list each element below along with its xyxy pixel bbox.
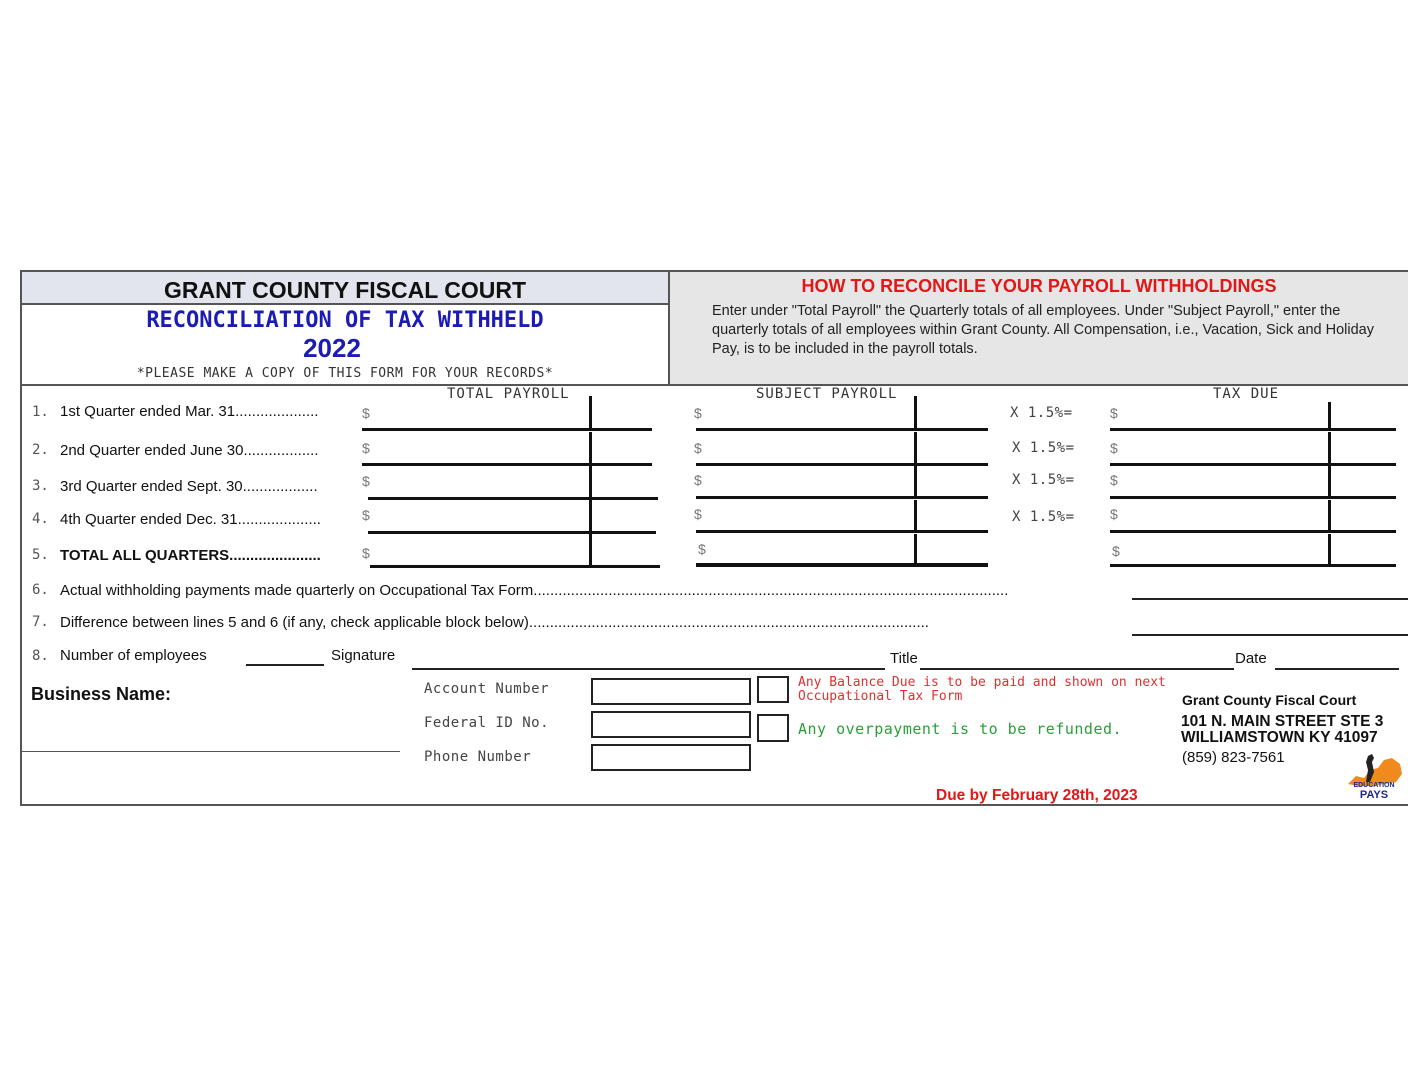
instructions-body: Enter under "Total Payroll" the Quarterly totals of all employees. Under "Subject Payroll," enter the quarterly totals of all employees within Grant County. All Compensation, i.e., Vacation, Sick and Holiday Pay, is to be included in the payroll totals. — [712, 303, 1374, 357]
line-2-label: 2nd Quarter ended June 30.................. — [60, 442, 319, 459]
line-4-subject-dollar: $ — [694, 506, 702, 522]
line-6-number: 6. — [32, 582, 49, 598]
line-5-subject-payroll-field[interactable] — [696, 563, 988, 567]
line-1-tax-cents-divider — [1328, 402, 1331, 430]
line-4-total-cents-divider — [589, 500, 592, 533]
due-date: Due by February 28th, 2023 — [936, 787, 1138, 804]
date-label: Date — [1235, 650, 1267, 667]
line-3-total-dollar: $ — [362, 473, 370, 489]
line-8-label: Number of employees — [60, 647, 207, 664]
line-7-field[interactable] — [1132, 634, 1408, 636]
phone-number-input[interactable] — [591, 744, 751, 771]
line-4-subject-payroll-field[interactable] — [696, 530, 988, 533]
instructions-title: HOW TO RECONCILE YOUR PAYROLL WITHHOLDINGS — [801, 276, 1277, 296]
line-4-total-dollar: $ — [362, 507, 370, 523]
line-3-subject-cents-divider — [914, 466, 917, 498]
line-1-subject-cents-divider — [914, 396, 917, 430]
line-5-label: TOTAL ALL QUARTERS...................... — [60, 547, 321, 564]
line-2-total-dollar: $ — [362, 440, 370, 456]
line-4-tax-due-field[interactable] — [1110, 530, 1396, 533]
line-3-tax-dollar: $ — [1110, 472, 1118, 488]
line-4-tax-dollar: $ — [1110, 506, 1118, 522]
line-5-subject-cents-divider — [914, 534, 917, 566]
account-number-input[interactable] — [591, 678, 751, 705]
line-5-subject-dollar: $ — [698, 541, 706, 557]
line-5-total-cents-divider — [589, 534, 592, 567]
balance-due-note: Any Balance Due is to be paid and shown on next Occupational Tax Form — [798, 675, 1166, 704]
title-field[interactable] — [920, 668, 1234, 670]
col-total-payroll: TOTAL PAYROLL — [447, 386, 570, 402]
line-7-label: Difference between lines 5 and 6 (if any, check applicable block below)................................................................................................ — [60, 614, 929, 631]
line-2-multiplier: X 1.5%= — [1012, 440, 1075, 456]
title-label: Title — [890, 650, 918, 667]
line-2-subject-cents-divider — [914, 432, 917, 465]
account-number-label: Account Number — [424, 681, 550, 697]
line-5-tax-due-field[interactable] — [1110, 564, 1396, 567]
line-1-subject-payroll-field[interactable] — [696, 428, 988, 431]
line-1-number: 1. — [32, 404, 49, 420]
line-6-field[interactable] — [1132, 598, 1408, 600]
logo-line-2: PAYS — [1359, 789, 1389, 801]
education-pays-logo — [1344, 752, 1404, 804]
address-name: Grant County Fiscal Court — [1182, 692, 1357, 708]
business-name-label: Business Name: — [31, 684, 172, 704]
federal-id-input[interactable] — [591, 711, 751, 738]
line-5-tax-dollar: $ — [1112, 543, 1120, 559]
federal-id-label: Federal ID No. — [424, 715, 550, 731]
line-3-subject-dollar: $ — [694, 472, 702, 488]
logo-line-1: EDUCATION — [1353, 782, 1395, 789]
line-4-subject-cents-divider — [914, 500, 917, 532]
line-5-tax-cents-divider — [1328, 534, 1331, 566]
col-tax-due: TAX DUE — [1213, 386, 1280, 402]
phone-number-label: Phone Number — [424, 749, 532, 765]
copy-note: *PLEASE MAKE A COPY OF THIS FORM FOR YOUR RECORDS* — [136, 366, 554, 381]
line-3-tax-due-field[interactable] — [1110, 496, 1396, 499]
balance-due-checkbox[interactable] — [757, 676, 789, 703]
address-city: WILLIAMSTOWN KY 41097 — [1181, 729, 1378, 746]
line-2-tax-dollar: $ — [1110, 440, 1118, 456]
line-3-total-payroll-field[interactable] — [368, 497, 658, 500]
employees-count-field[interactable] — [246, 664, 324, 666]
line-4-tax-cents-divider — [1328, 500, 1331, 532]
line-2-total-payroll-field[interactable] — [362, 463, 652, 466]
line-2-subject-payroll-field[interactable] — [696, 463, 988, 466]
line-1-label: 1st Quarter ended Mar. 31.................... — [60, 403, 319, 420]
signature-label: Signature — [331, 647, 396, 664]
line-3-total-cents-divider — [589, 466, 592, 499]
form-title: RECONCILIATION OF TAX WITHHELD — [146, 308, 544, 333]
line-1-tax-dollar: $ — [1110, 405, 1118, 421]
line-4-multiplier: X 1.5%= — [1012, 509, 1075, 525]
address-street: 101 N. MAIN STREET STE 3 — [1181, 713, 1384, 730]
court-title: GRANT COUNTY FISCAL COURT — [22, 272, 668, 305]
overpayment-checkbox[interactable] — [757, 714, 789, 742]
line-4-total-payroll-field[interactable] — [368, 531, 656, 534]
line-1-subject-dollar: $ — [694, 405, 702, 421]
line-1-total-payroll-field[interactable] — [362, 428, 652, 431]
form-year: 2022 — [303, 333, 361, 363]
header-divider — [20, 384, 1408, 386]
line-5-number: 5. — [32, 547, 49, 563]
line-2-number: 2. — [32, 442, 49, 458]
line-1-tax-due-field[interactable] — [1110, 428, 1396, 431]
line-7-number: 7. — [32, 614, 49, 630]
col-subject-payroll: SUBJECT PAYROLL — [756, 386, 898, 402]
line-3-subject-payroll-field[interactable] — [696, 496, 988, 499]
business-name-field[interactable] — [22, 751, 400, 752]
line-1-total-dollar: $ — [362, 405, 370, 421]
date-field[interactable] — [1275, 668, 1399, 670]
line-3-tax-cents-divider — [1328, 466, 1331, 498]
line-2-subject-dollar: $ — [694, 440, 702, 456]
line-2-tax-due-field[interactable] — [1110, 463, 1396, 466]
line-3-number: 3. — [32, 478, 49, 494]
line-1-total-cents-divider — [589, 396, 592, 430]
signature-field[interactable] — [412, 668, 885, 670]
line-2-tax-cents-divider — [1328, 432, 1331, 465]
line-2-total-cents-divider — [589, 432, 592, 465]
line-4-number: 4. — [32, 511, 49, 527]
line-5-total-payroll-field[interactable] — [370, 565, 660, 568]
line-8-number: 8. — [32, 648, 49, 664]
line-5-total-dollar: $ — [362, 545, 370, 561]
overpayment-note: Any overpayment is to be refunded. — [798, 720, 1123, 738]
line-1-multiplier: X 1.5%= — [1010, 405, 1073, 421]
line-3-multiplier: X 1.5%= — [1012, 472, 1075, 488]
line-6-label: Actual withholding payments made quarterly on Occupational Tax Form.................................................................................................................. — [60, 582, 1009, 599]
line-3-label: 3rd Quarter ended Sept. 30.................. — [60, 478, 318, 495]
line-4-label: 4th Quarter ended Dec. 31.................... — [60, 511, 321, 528]
address-phone: (859) 823-7561 — [1182, 749, 1285, 766]
